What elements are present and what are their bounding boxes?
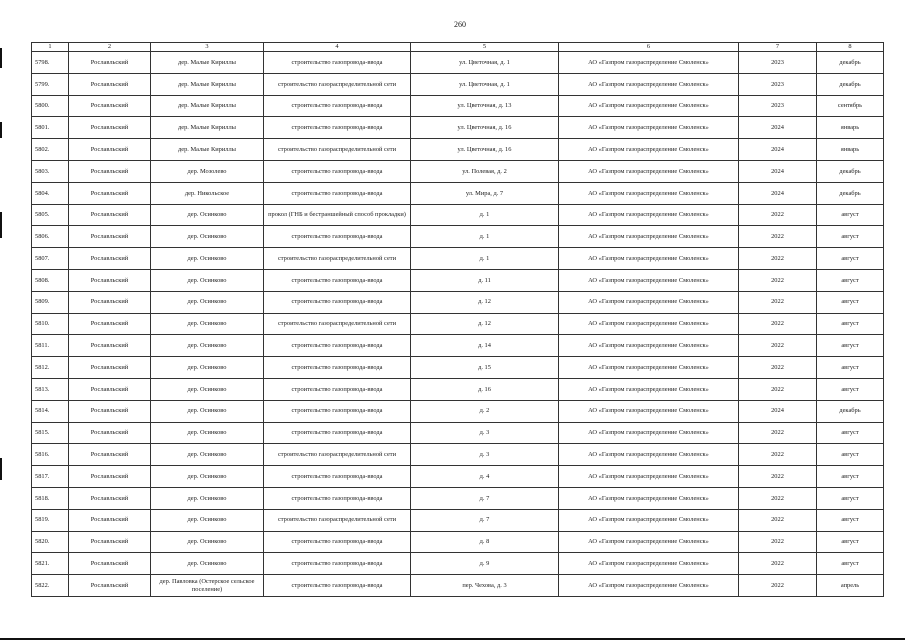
cell-settlement: дер. Осинково bbox=[151, 487, 264, 509]
cell-organization: АО «Газпром газораспределение Смоленск» bbox=[559, 117, 739, 139]
table-row bbox=[32, 248, 884, 270]
table-row bbox=[32, 291, 884, 313]
cell-organization: АО «Газпром газораспределение Смоленск» bbox=[559, 357, 739, 379]
cell-month: август bbox=[817, 291, 884, 313]
cell-organization: АО «Газпром газораспределение Смоленск» bbox=[559, 378, 739, 400]
cell-settlement: дер. Осинково bbox=[151, 335, 264, 357]
cell-district: Рославльский bbox=[69, 182, 151, 204]
table-row bbox=[32, 73, 884, 95]
cell-district: Рославльский bbox=[69, 139, 151, 161]
cell-row-number: 5798. bbox=[32, 52, 69, 74]
cell-address: д. 4 bbox=[411, 466, 559, 488]
cell-work-type: строительство газораспределительной сети bbox=[264, 509, 411, 531]
cell-settlement: дер. Осинково bbox=[151, 313, 264, 335]
cell-settlement: дер. Никольское bbox=[151, 182, 264, 204]
cell-row-number: 5811. bbox=[32, 335, 69, 357]
scan-mark-bottom bbox=[0, 458, 2, 480]
table-row bbox=[32, 182, 884, 204]
cell-row-number: 5805. bbox=[32, 204, 69, 226]
cell-district: Рославльский bbox=[69, 248, 151, 270]
cell-organization: АО «Газпром газораспределение Смоленск» bbox=[559, 291, 739, 313]
table-row bbox=[32, 52, 884, 74]
scan-mark-lower bbox=[0, 212, 2, 238]
cell-district: Рославльский bbox=[69, 444, 151, 466]
cell-organization: АО «Газпром газораспределение Смоленск» bbox=[559, 531, 739, 553]
cell-month: январь bbox=[817, 117, 884, 139]
cell-settlement: дер. Осинково bbox=[151, 204, 264, 226]
cell-address: д. 11 bbox=[411, 269, 559, 291]
cell-settlement: дер. Осинково bbox=[151, 422, 264, 444]
cell-row-number: 5802. bbox=[32, 139, 69, 161]
cell-row-number: 5812. bbox=[32, 357, 69, 379]
cell-work-type: строительство газопровода-ввода bbox=[264, 378, 411, 400]
gasification-schedule-table bbox=[31, 42, 884, 597]
cell-row-number: 5799. bbox=[32, 73, 69, 95]
column-header: 4 bbox=[264, 43, 411, 52]
cell-work-type: строительство газопровода-ввода bbox=[264, 95, 411, 117]
table-row bbox=[32, 313, 884, 335]
cell-year: 2022 bbox=[739, 575, 817, 597]
cell-district: Рославльский bbox=[69, 357, 151, 379]
cell-address: ул. Цветочная, д. 16 bbox=[411, 139, 559, 161]
cell-district: Рославльский bbox=[69, 291, 151, 313]
cell-organization: АО «Газпром газораспределение Смоленск» bbox=[559, 52, 739, 74]
cell-organization: АО «Газпром газораспределение Смоленск» bbox=[559, 160, 739, 182]
table-row bbox=[32, 160, 884, 182]
cell-address: д. 9 bbox=[411, 553, 559, 575]
cell-work-type: строительство газораспределительной сети bbox=[264, 444, 411, 466]
cell-year: 2024 bbox=[739, 400, 817, 422]
cell-address: ул. Полевая, д. 2 bbox=[411, 160, 559, 182]
table-row bbox=[32, 204, 884, 226]
cell-year: 2022 bbox=[739, 466, 817, 488]
cell-address: пер. Чехова, д. 3 bbox=[411, 575, 559, 597]
cell-district: Рославльский bbox=[69, 73, 151, 95]
cell-settlement: дер. Осинково bbox=[151, 291, 264, 313]
cell-organization: АО «Газпром газораспределение Смоленск» bbox=[559, 509, 739, 531]
cell-row-number: 5810. bbox=[32, 313, 69, 335]
cell-address: ул. Цветочная, д. 1 bbox=[411, 52, 559, 74]
column-header: 1 bbox=[32, 43, 69, 52]
cell-work-type: прокол (ГНБ и бестраншейный способ прокладки) bbox=[264, 204, 411, 226]
cell-month: август bbox=[817, 531, 884, 553]
cell-district: Рославльский bbox=[69, 204, 151, 226]
cell-work-type: строительство газопровода-ввода bbox=[264, 466, 411, 488]
cell-month: август bbox=[817, 378, 884, 400]
cell-month: декабрь bbox=[817, 182, 884, 204]
cell-year: 2022 bbox=[739, 553, 817, 575]
cell-settlement: дер. Осинково bbox=[151, 248, 264, 270]
cell-organization: АО «Газпром газораспределение Смоленск» bbox=[559, 553, 739, 575]
cell-year: 2023 bbox=[739, 95, 817, 117]
cell-organization: АО «Газпром газораспределение Смоленск» bbox=[559, 466, 739, 488]
cell-row-number: 5816. bbox=[32, 444, 69, 466]
cell-organization: АО «Газпром газораспределение Смоленск» bbox=[559, 487, 739, 509]
cell-month: август bbox=[817, 422, 884, 444]
column-header: 8 bbox=[817, 43, 884, 52]
cell-settlement: дер. Осинково bbox=[151, 378, 264, 400]
cell-year: 2022 bbox=[739, 422, 817, 444]
cell-district: Рославльский bbox=[69, 160, 151, 182]
cell-organization: АО «Газпром газораспределение Смоленск» bbox=[559, 73, 739, 95]
cell-year: 2022 bbox=[739, 357, 817, 379]
table-row bbox=[32, 553, 884, 575]
cell-year: 2022 bbox=[739, 248, 817, 270]
column-header: 7 bbox=[739, 43, 817, 52]
cell-address: д. 1 bbox=[411, 204, 559, 226]
cell-district: Рославльский bbox=[69, 378, 151, 400]
cell-district: Рославльский bbox=[69, 422, 151, 444]
cell-month: декабрь bbox=[817, 52, 884, 74]
cell-year: 2022 bbox=[739, 313, 817, 335]
cell-address: д. 7 bbox=[411, 487, 559, 509]
table-row bbox=[32, 575, 884, 597]
cell-work-type: строительство газопровода-ввода bbox=[264, 160, 411, 182]
cell-address: ул. Цветочная, д. 1 bbox=[411, 73, 559, 95]
cell-row-number: 5800. bbox=[32, 95, 69, 117]
cell-district: Рославльский bbox=[69, 226, 151, 248]
cell-year: 2023 bbox=[739, 73, 817, 95]
cell-district: Рославльский bbox=[69, 400, 151, 422]
cell-settlement: дер. Осинково bbox=[151, 509, 264, 531]
cell-year: 2022 bbox=[739, 335, 817, 357]
cell-address: д. 16 bbox=[411, 378, 559, 400]
cell-year: 2022 bbox=[739, 291, 817, 313]
cell-work-type: строительство газопровода-ввода bbox=[264, 487, 411, 509]
cell-work-type: строительство газораспределительной сети bbox=[264, 139, 411, 161]
cell-settlement: дер. Осинково bbox=[151, 269, 264, 291]
cell-address: д. 1 bbox=[411, 248, 559, 270]
cell-organization: АО «Газпром газораспределение Смоленск» bbox=[559, 226, 739, 248]
cell-settlement: дер. Малые Кириллы bbox=[151, 95, 264, 117]
table-row bbox=[32, 269, 884, 291]
cell-settlement: дер. Осинково bbox=[151, 226, 264, 248]
cell-district: Рославльский bbox=[69, 313, 151, 335]
cell-month: декабрь bbox=[817, 400, 884, 422]
cell-settlement: дер. Павловка (Остерское сельское поселение) bbox=[151, 575, 264, 597]
cell-district: Рославльский bbox=[69, 117, 151, 139]
cell-work-type: строительство газопровода-ввода bbox=[264, 291, 411, 313]
cell-month: август bbox=[817, 509, 884, 531]
cell-organization: АО «Газпром газораспределение Смоленск» bbox=[559, 204, 739, 226]
scan-mark-middle bbox=[0, 122, 2, 138]
table-row bbox=[32, 422, 884, 444]
cell-month: август bbox=[817, 269, 884, 291]
cell-row-number: 5820. bbox=[32, 531, 69, 553]
cell-row-number: 5808. bbox=[32, 269, 69, 291]
cell-district: Рославльский bbox=[69, 509, 151, 531]
cell-work-type: строительство газопровода-ввода bbox=[264, 269, 411, 291]
cell-work-type: строительство газораспределительной сети bbox=[264, 73, 411, 95]
column-header: 6 bbox=[559, 43, 739, 52]
cell-year: 2022 bbox=[739, 269, 817, 291]
cell-organization: АО «Газпром газораспределение Смоленск» bbox=[559, 95, 739, 117]
table-row bbox=[32, 335, 884, 357]
cell-row-number: 5821. bbox=[32, 553, 69, 575]
cell-row-number: 5803. bbox=[32, 160, 69, 182]
cell-address: д. 8 bbox=[411, 531, 559, 553]
cell-settlement: дер. Мозолево bbox=[151, 160, 264, 182]
cell-address: д. 1 bbox=[411, 226, 559, 248]
cell-month: январь bbox=[817, 139, 884, 161]
cell-work-type: строительство газопровода-ввода bbox=[264, 52, 411, 74]
cell-row-number: 5801. bbox=[32, 117, 69, 139]
cell-address: д. 12 bbox=[411, 313, 559, 335]
cell-organization: АО «Газпром газораспределение Смоленск» bbox=[559, 575, 739, 597]
cell-district: Рославльский bbox=[69, 95, 151, 117]
cell-district: Рославльский bbox=[69, 52, 151, 74]
cell-settlement: дер. Осинково bbox=[151, 444, 264, 466]
cell-work-type: строительство газораспределительной сети bbox=[264, 248, 411, 270]
cell-organization: АО «Газпром газораспределение Смоленск» bbox=[559, 422, 739, 444]
cell-month: август bbox=[817, 487, 884, 509]
cell-address: д. 2 bbox=[411, 400, 559, 422]
cell-address: д. 14 bbox=[411, 335, 559, 357]
cell-row-number: 5817. bbox=[32, 466, 69, 488]
cell-address: д. 3 bbox=[411, 444, 559, 466]
cell-organization: АО «Газпром газораспределение Смоленск» bbox=[559, 139, 739, 161]
cell-work-type: строительство газопровода-ввода bbox=[264, 422, 411, 444]
cell-year: 2022 bbox=[739, 226, 817, 248]
cell-row-number: 5814. bbox=[32, 400, 69, 422]
table-row bbox=[32, 531, 884, 553]
cell-month: сентябрь bbox=[817, 95, 884, 117]
cell-work-type: строительство газопровода-ввода bbox=[264, 400, 411, 422]
cell-settlement: дер. Осинково bbox=[151, 357, 264, 379]
cell-work-type: строительство газопровода-ввода bbox=[264, 357, 411, 379]
cell-address: д. 7 bbox=[411, 509, 559, 531]
cell-organization: АО «Газпром газораспределение Смоленск» bbox=[559, 269, 739, 291]
cell-work-type: строительство газораспределительной сети bbox=[264, 313, 411, 335]
table-body bbox=[32, 52, 884, 597]
cell-address: ул. Цветочная, д. 16 bbox=[411, 117, 559, 139]
table-row bbox=[32, 487, 884, 509]
cell-address: д. 15 bbox=[411, 357, 559, 379]
cell-month: август bbox=[817, 313, 884, 335]
cell-year: 2022 bbox=[739, 509, 817, 531]
table-row bbox=[32, 378, 884, 400]
scan-mark-top bbox=[0, 48, 2, 68]
cell-year: 2022 bbox=[739, 487, 817, 509]
cell-organization: АО «Газпром газораспределение Смоленск» bbox=[559, 335, 739, 357]
cell-organization: АО «Газпром газораспределение Смоленск» bbox=[559, 444, 739, 466]
cell-row-number: 5806. bbox=[32, 226, 69, 248]
cell-address: ул. Мира, д. 7 bbox=[411, 182, 559, 204]
table-row bbox=[32, 95, 884, 117]
table-row bbox=[32, 139, 884, 161]
cell-year: 2024 bbox=[739, 139, 817, 161]
cell-month: август bbox=[817, 226, 884, 248]
cell-settlement: дер. Осинково bbox=[151, 553, 264, 575]
table-row bbox=[32, 400, 884, 422]
cell-settlement: дер. Малые Кириллы bbox=[151, 139, 264, 161]
cell-settlement: дер. Осинково bbox=[151, 400, 264, 422]
cell-year: 2024 bbox=[739, 182, 817, 204]
cell-row-number: 5815. bbox=[32, 422, 69, 444]
cell-row-number: 5818. bbox=[32, 487, 69, 509]
cell-year: 2022 bbox=[739, 378, 817, 400]
cell-row-number: 5822. bbox=[32, 575, 69, 597]
cell-district: Рославльский bbox=[69, 487, 151, 509]
column-header: 5 bbox=[411, 43, 559, 52]
cell-address: ул. Цветочная, д. 13 bbox=[411, 95, 559, 117]
page-number: 260 bbox=[454, 20, 466, 29]
cell-work-type: строительство газопровода-ввода bbox=[264, 182, 411, 204]
cell-month: август bbox=[817, 444, 884, 466]
table-row bbox=[32, 117, 884, 139]
cell-organization: АО «Газпром газораспределение Смоленск» bbox=[559, 313, 739, 335]
table-row bbox=[32, 226, 884, 248]
cell-address: д. 3 bbox=[411, 422, 559, 444]
cell-district: Рославльский bbox=[69, 531, 151, 553]
cell-month: август bbox=[817, 248, 884, 270]
cell-year: 2024 bbox=[739, 117, 817, 139]
cell-row-number: 5804. bbox=[32, 182, 69, 204]
cell-district: Рославльский bbox=[69, 269, 151, 291]
table-row bbox=[32, 444, 884, 466]
cell-address: д. 12 bbox=[411, 291, 559, 313]
cell-settlement: дер. Осинково bbox=[151, 531, 264, 553]
column-header: 3 bbox=[151, 43, 264, 52]
column-header: 2 bbox=[69, 43, 151, 52]
cell-month: август bbox=[817, 335, 884, 357]
cell-row-number: 5809. bbox=[32, 291, 69, 313]
cell-year: 2022 bbox=[739, 204, 817, 226]
cell-month: август bbox=[817, 466, 884, 488]
column-number-header-row bbox=[32, 43, 884, 52]
cell-district: Рославльский bbox=[69, 575, 151, 597]
cell-work-type: строительство газопровода-ввода bbox=[264, 335, 411, 357]
cell-organization: АО «Газпром газораспределение Смоленск» bbox=[559, 248, 739, 270]
cell-district: Рославльский bbox=[69, 553, 151, 575]
cell-month: апрель bbox=[817, 575, 884, 597]
cell-month: август bbox=[817, 553, 884, 575]
cell-organization: АО «Газпром газораспределение Смоленск» bbox=[559, 182, 739, 204]
cell-row-number: 5813. bbox=[32, 378, 69, 400]
cell-organization: АО «Газпром газораспределение Смоленск» bbox=[559, 400, 739, 422]
cell-month: декабрь bbox=[817, 73, 884, 95]
cell-row-number: 5819. bbox=[32, 509, 69, 531]
cell-district: Рославльский bbox=[69, 466, 151, 488]
cell-year: 2022 bbox=[739, 531, 817, 553]
cell-work-type: строительство газопровода-ввода bbox=[264, 117, 411, 139]
cell-settlement: дер. Осинково bbox=[151, 466, 264, 488]
cell-year: 2024 bbox=[739, 160, 817, 182]
cell-work-type: строительство газопровода-ввода bbox=[264, 226, 411, 248]
cell-district: Рославльский bbox=[69, 335, 151, 357]
table-row bbox=[32, 357, 884, 379]
cell-settlement: дер. Малые Кириллы bbox=[151, 73, 264, 95]
cell-settlement: дер. Малые Кириллы bbox=[151, 117, 264, 139]
table-row bbox=[32, 509, 884, 531]
table-row bbox=[32, 466, 884, 488]
cell-year: 2023 bbox=[739, 52, 817, 74]
cell-row-number: 5807. bbox=[32, 248, 69, 270]
cell-month: август bbox=[817, 357, 884, 379]
cell-work-type: строительство газопровода-ввода bbox=[264, 553, 411, 575]
cell-settlement: дер. Малые Кириллы bbox=[151, 52, 264, 74]
cell-year: 2022 bbox=[739, 444, 817, 466]
cell-work-type: строительство газопровода-ввода bbox=[264, 531, 411, 553]
cell-month: декабрь bbox=[817, 160, 884, 182]
cell-month: август bbox=[817, 204, 884, 226]
cell-work-type: строительство газопровода-ввода bbox=[264, 575, 411, 597]
